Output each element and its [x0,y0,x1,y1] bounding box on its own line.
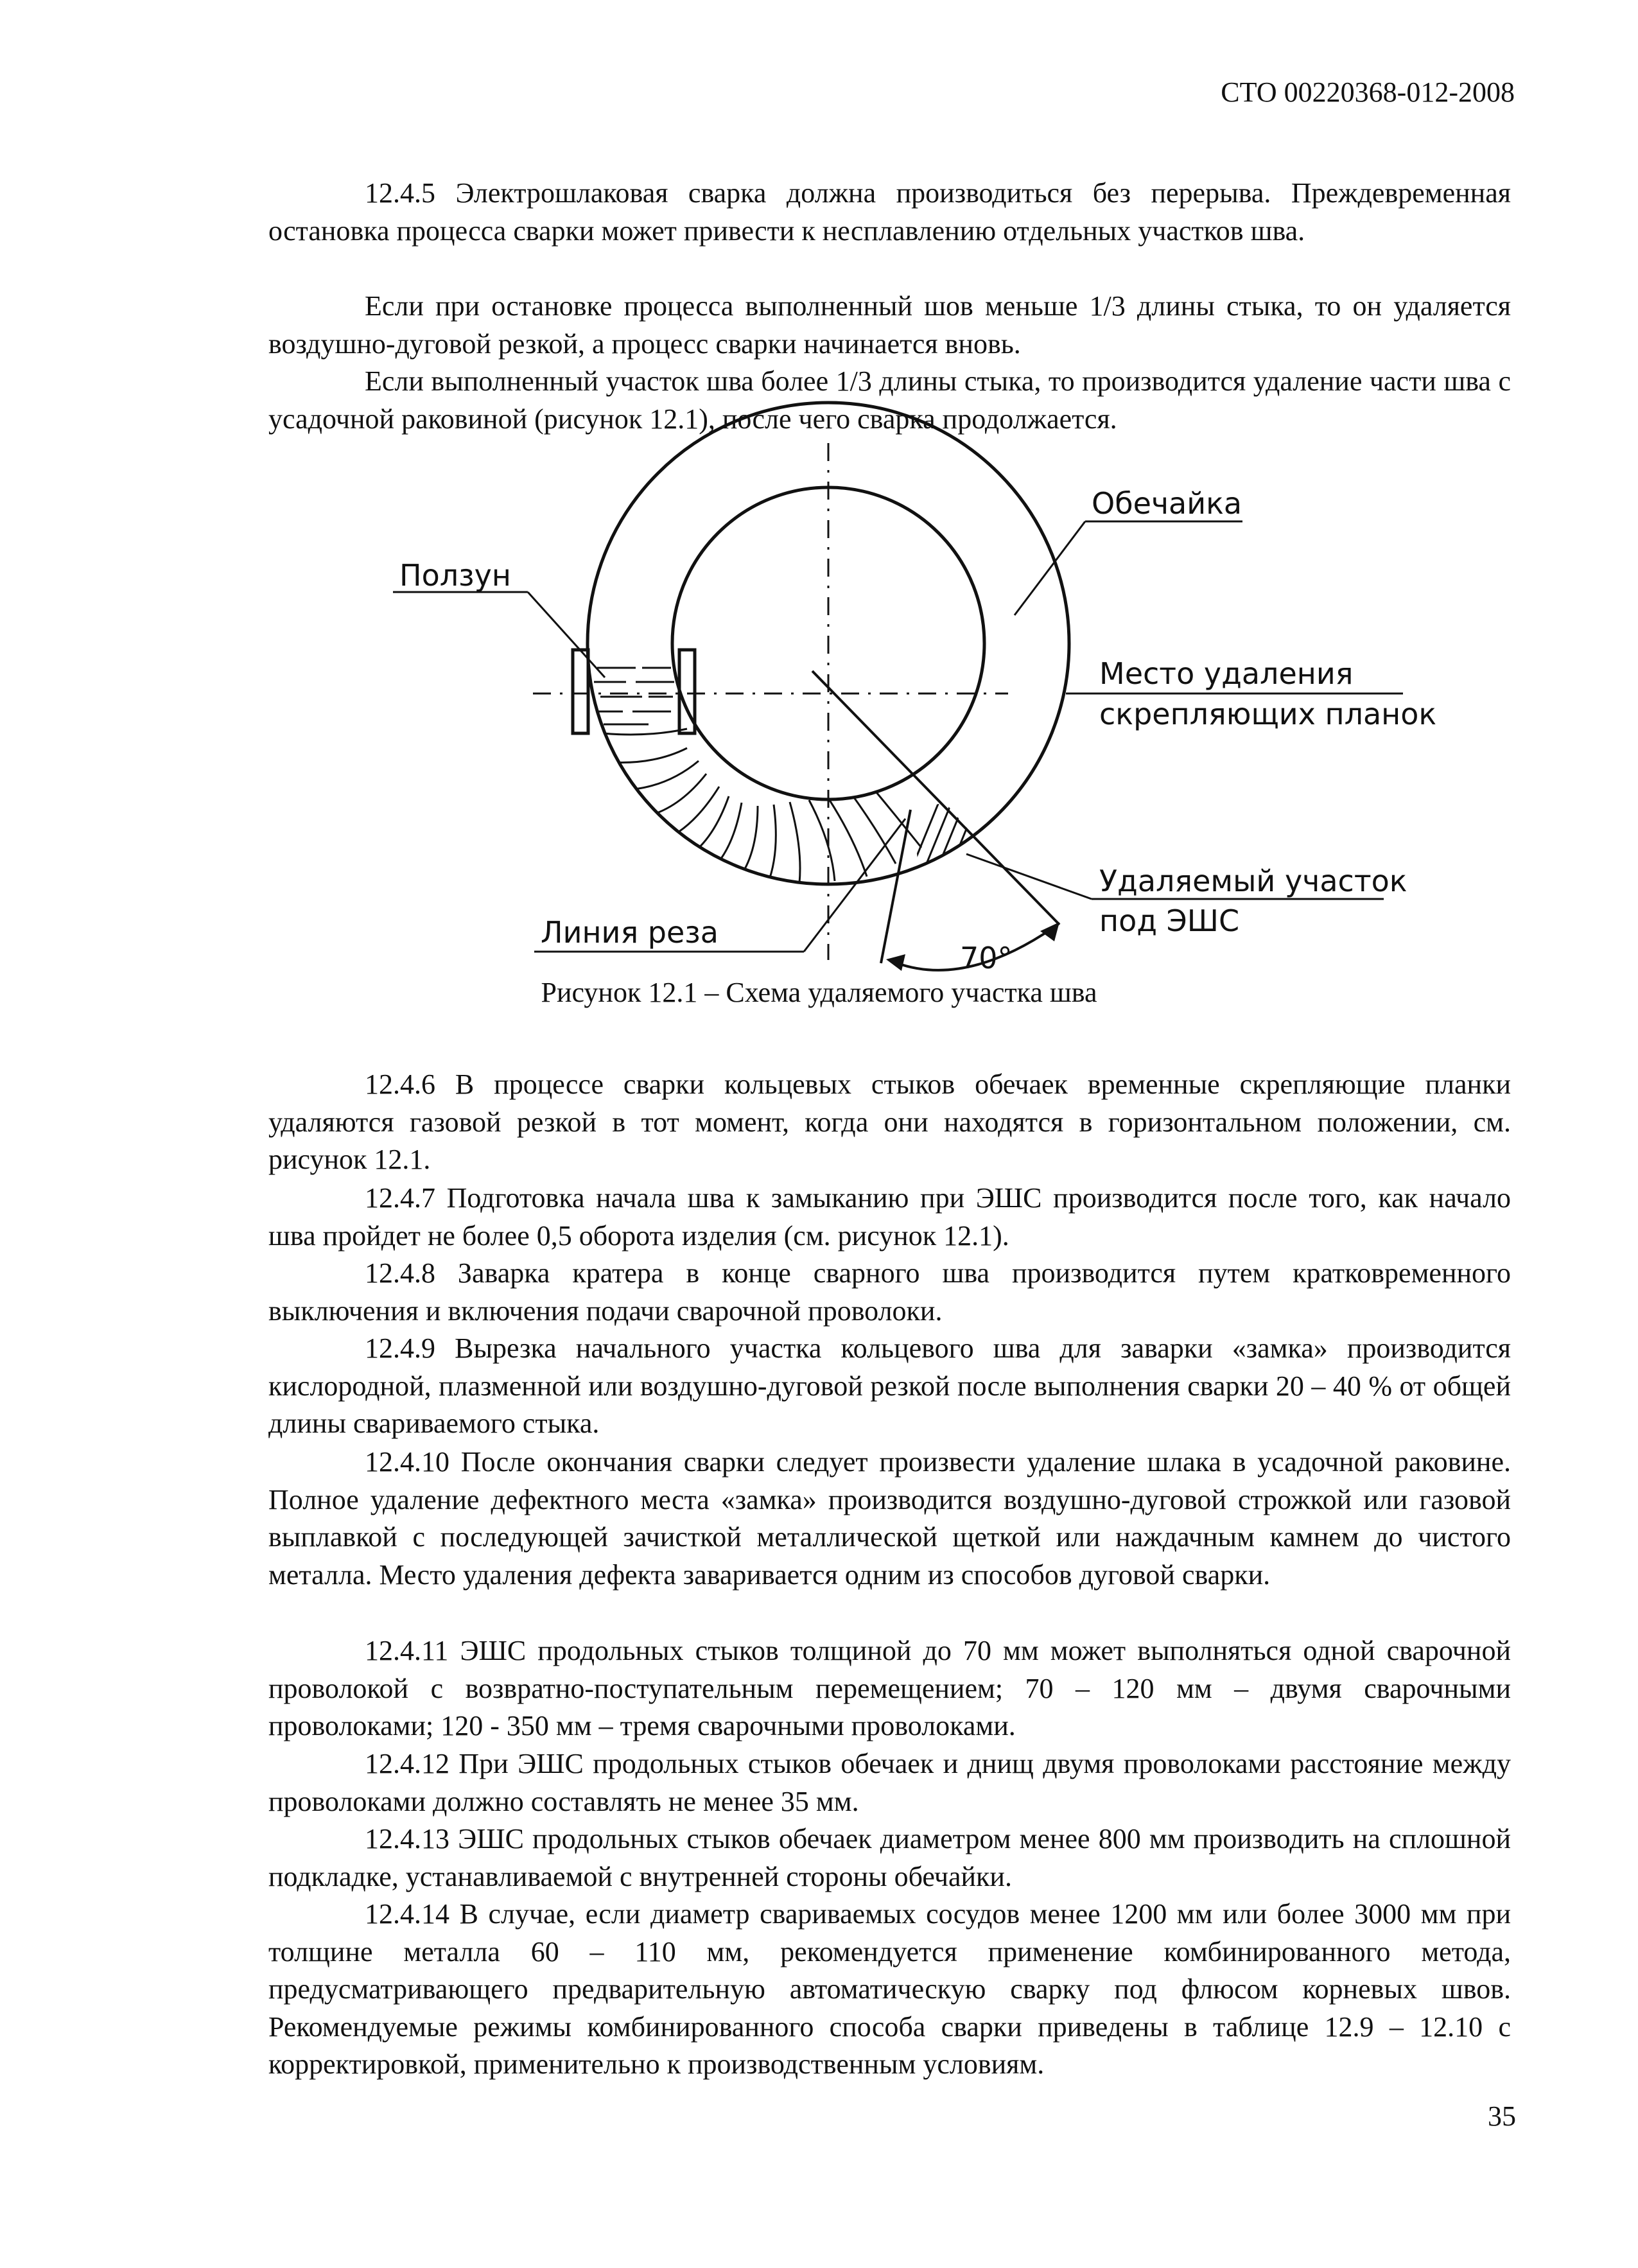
paragraph-12-4-6: 12.4.6 В процессе сварки кольцевых стыков обечаек временные скрепляющие планки удаляются газовой резкой в тот момент, когда они находятся в горизонтальном положении, см. рисунок 12.1. [268,1069,1511,1175]
paragraph-12-4-10: 12.4.10 После окончания сварки следует произвести удаление шлака в усадочной раковине. Полное удаление дефектного места «замка» производится воздушно-дуговой строжкой или газовой выплавкой с последующей зачисткой металлической щеткой или наждачным камнем до чистого металла. Место удаления дефекта заваривается одним из способов дуговой сварки. [268,1446,1511,1591]
shell-label: Обечайка [1092,486,1242,521]
slider-label: Ползун [399,558,511,593]
removed-section-label-line1: Удаляемый участок [1099,864,1407,898]
removal-place-label-line2: скрепляющих планок [1099,697,1437,731]
paragraph-12-4-5: 12.4.5 Электрошлаковая сварка должна производиться без перерыва. Преждевременная остановка процесса сварки может привести к несплавлению отдельных участков шва. [268,177,1511,247]
paragraph-12-4-11: 12.4.11 ЭШС продольных стыков толщиной до 70 мм может выполняться одной сварочной проволокой с возвратно-поступательным перемещением; 70 – 120 мм – двумя сварочными проволоками; 120 - 350 мм – тремя сварочными проволоками. [268,1635,1511,1741]
figure-12-1-diagram [0,0,1638,976]
removed-section-label-line2: под ЭШС [1099,903,1240,938]
paragraph-12-4-14: 12.4.14 В случае, если диаметр свариваемых сосудов менее 1200 мм или более 3000 мм при толщине металла 60 – 110 мм, рекомендуется применение комбинированного метода, предусматривающего предварительную автоматическую сварку под флюсом корневых швов. Рекомендуемые режимы комбинированного способа сварки приведены в таблице 12.9 – 12.10 с корректировкой, применительно к производственным условиям. [268,1898,1511,2080]
angle-arrow-left [886,954,905,971]
slider-slag-pool [594,668,674,724]
paragraph-12-4-13: 12.4.13 ЭШС продольных стыков обечаек диаметром менее 800 мм производить на сплошной подкладке, устанавливаемой с внутренней стороны обечайки. [268,1823,1511,1892]
removed-section-hatch [886,790,1034,931]
document-code: СТО 00220368-012-2008 [1221,76,1515,108]
paragraph-12-4-12: 12.4.12 При ЭШС продольных стыков обечаек и днищ двумя проволоками расстояние между проволоками должно составлять не менее 35 мм. [268,1748,1511,1817]
cut-line-label: Линия реза [541,915,719,950]
paragraph-12-4-8: 12.4.8 Заварка кратера в конце сварного шва производится путем кратковременного выключения и включения подачи сварочной проволоки. [268,1257,1511,1327]
paragraph-12-4-7: 12.4.7 Подготовка начала шва к замыканию при ЭШС производится после того, как начало шва пройдет не более 0,5 оборота изделия (см. рисунок 12.1). [268,1182,1511,1252]
angle-arrow-right [1040,922,1059,941]
paragraph-restart-rule: Если при остановке процесса выполненный шов меньше 1/3 длины стыка, то он удаляется воздушно-дуговой резкой, а процесс сварки начинается вновь. [268,290,1511,360]
figure-caption: Рисунок 12.1 – Схема удаляемого участка шва [541,977,1097,1008]
paragraph-12-4-9: 12.4.9 Вырезка начального участка кольцевого шва для заварки «замка» производится кислородной, плазменной или воздушно-дуговой резкой после выполнения сварки 20 – 40 % от общей длины свариваемого стыка. [268,1332,1511,1439]
page-number: 35 [1488,2100,1516,2132]
paragraph-partial-removal: Если выполненный участок шва более 1/3 длины стыка, то производится удаление части шва с усадочной раковиной (рисунок 12.1), после чего сварка продолжается. [268,365,1511,435]
angle-label: 70° [960,941,1013,975]
slider-left-block [573,650,588,733]
removal-place-label-line1: Место удаления [1099,656,1354,691]
